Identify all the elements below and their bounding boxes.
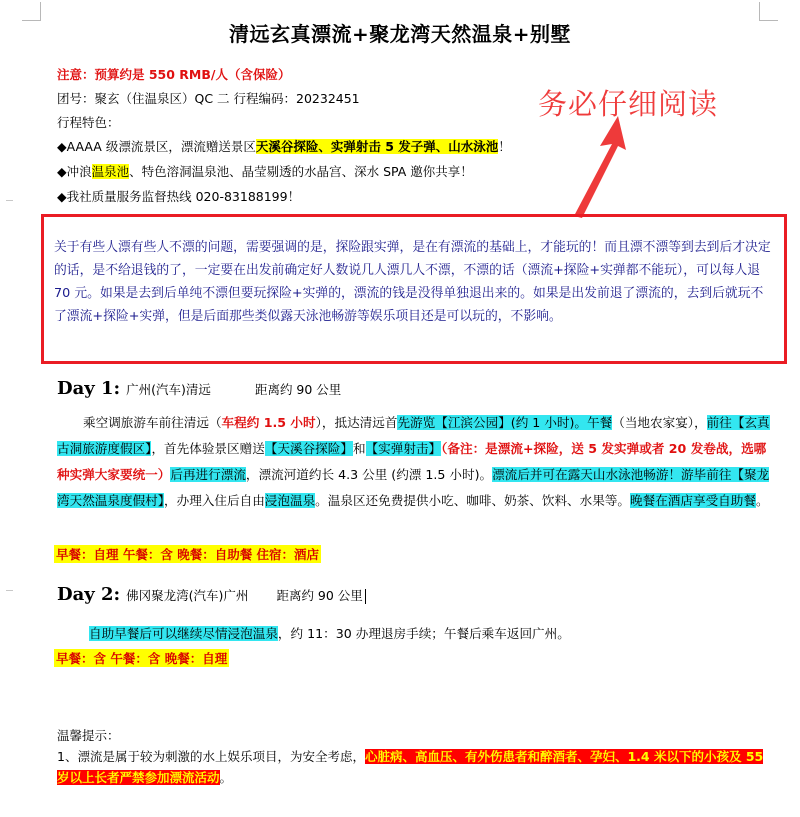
notice-text: 关于有些人漂有些人不漂的问题，需要强调的是，探险跟实弹，是在有漂流的基础上，才能玩的！而且漂不漂等到去到后才决定的话，是不给退钱的了，一定要在出发前确定好人数说几人漂几人不漂，不漂的话（漂流+探险+实弹都不能玩），可以每人退 70 元。如果是去到后单纯不漂但要玩探险+实弹的，漂流的钱是没得单独退出来的。如果是出发前退了漂流的，去到后就玩不了漂流+探险+实弹，但是后面那些类似露天泳池畅游等娱乐项目还是可以玩的，不影响。 <box>54 240 771 324</box>
day1-itinerary: 乘空调旅游车前往清远（车程约 1.5 小时），抵达清远首先游览【江滨公园】(约 1 小时)。午餐（当地农家宴），前往【玄真古洞旅游度假区】，首先体验景区赠送【天溪谷探险】和【实弹射击】（备注：是漂流+探险，送 5 发实弹或者 20 发卷战，选哪种实弹大家要统一）后再进行漂流，漂流河道约长 4.3 公里 (约漂 1.5 小时)。漂流后并可在露天山水泳池畅游！游毕前往【聚龙湾天然温泉度假村】，办理入住后自由浸泡温泉。温泉区还免费提供小吃、咖啡、奶茶、饮料、水果等。晚餐在酒店享受自助餐。 <box>57 415 770 508</box>
day2-route: 佛冈聚龙湾(汽车)广州 <box>126 588 249 603</box>
budget-note: 注意：预算约是 550 RMB/人（含保险） <box>57 67 291 82</box>
day1-distance: 距离约 90 公里 <box>254 382 342 397</box>
day2-itinerary: 自助早餐后可以继续尽情浸泡温泉，约 11：30 办理退房手续；午餐后乘车返回广州。 <box>89 626 570 641</box>
day1-meals: 早餐：自理 午餐：含 晚餐：自助餐 住宿：酒店 <box>56 547 320 562</box>
callout-text: 务必仔细阅读 <box>538 87 719 121</box>
text-cursor <box>365 589 366 604</box>
feature-item-3: ◆我社质量服务监督热线 020-83188199！ <box>57 189 301 204</box>
red-arrow-icon <box>560 112 630 222</box>
feature-item-1: ◆AAAA 级漂流景区，漂流赠送景区天溪谷探险、实弹射击 5 发子弹、山水泳池！ <box>57 139 511 154</box>
margin-mark <box>6 200 13 201</box>
margin-mark <box>6 590 13 591</box>
safety-warning: 心脏病、高血压、有外伤患者和醉酒者、孕妇、1.4 米以下的小孩及 55 岁以上长者严禁参加漂流活动 <box>57 749 764 785</box>
group-prefix: 团号：聚玄（住温泉区）QC 二 行程编码： <box>57 91 297 106</box>
route-code: 20232451 <box>296 91 360 106</box>
feature-item-2: ◆冲浪温泉池、特色溶洞温泉池、晶莹剔透的水晶宫、深水 SPA 邀你共享！ <box>57 164 473 179</box>
day2-heading <box>57 584 366 605</box>
group-info <box>57 89 360 107</box>
page-title: 清远玄真漂流+聚龙湾天然温泉+别墅 <box>228 22 571 46</box>
feature-highlight: 温泉池 <box>91 164 130 179</box>
day2-meals: 早餐：含 午餐：含 晚餐：自理 <box>56 651 228 666</box>
day2-label: Day 2: <box>57 584 121 605</box>
day1-route: 广州(汽车)清远 <box>126 382 211 397</box>
features-label: 行程特色： <box>57 115 120 130</box>
tips-item-1: 1、漂流是属于较为刺激的水上娱乐项目，为安全考虑，心脏病、高血压、有外伤患者和醉酒者、孕妇、1.4 米以下的小孩及 55 岁以上长者严禁参加漂流活动。 <box>57 749 764 785</box>
tips-heading: 温馨提示： <box>57 728 120 743</box>
feature-highlight: 天溪谷探险、实弹射击 5 发子弹、山水泳池 <box>255 139 499 154</box>
day1-label: Day 1: <box>57 378 121 399</box>
day1-heading <box>57 378 341 399</box>
tips-section <box>57 725 777 788</box>
day2-distance: 距离约 90 公里 <box>276 588 363 603</box>
